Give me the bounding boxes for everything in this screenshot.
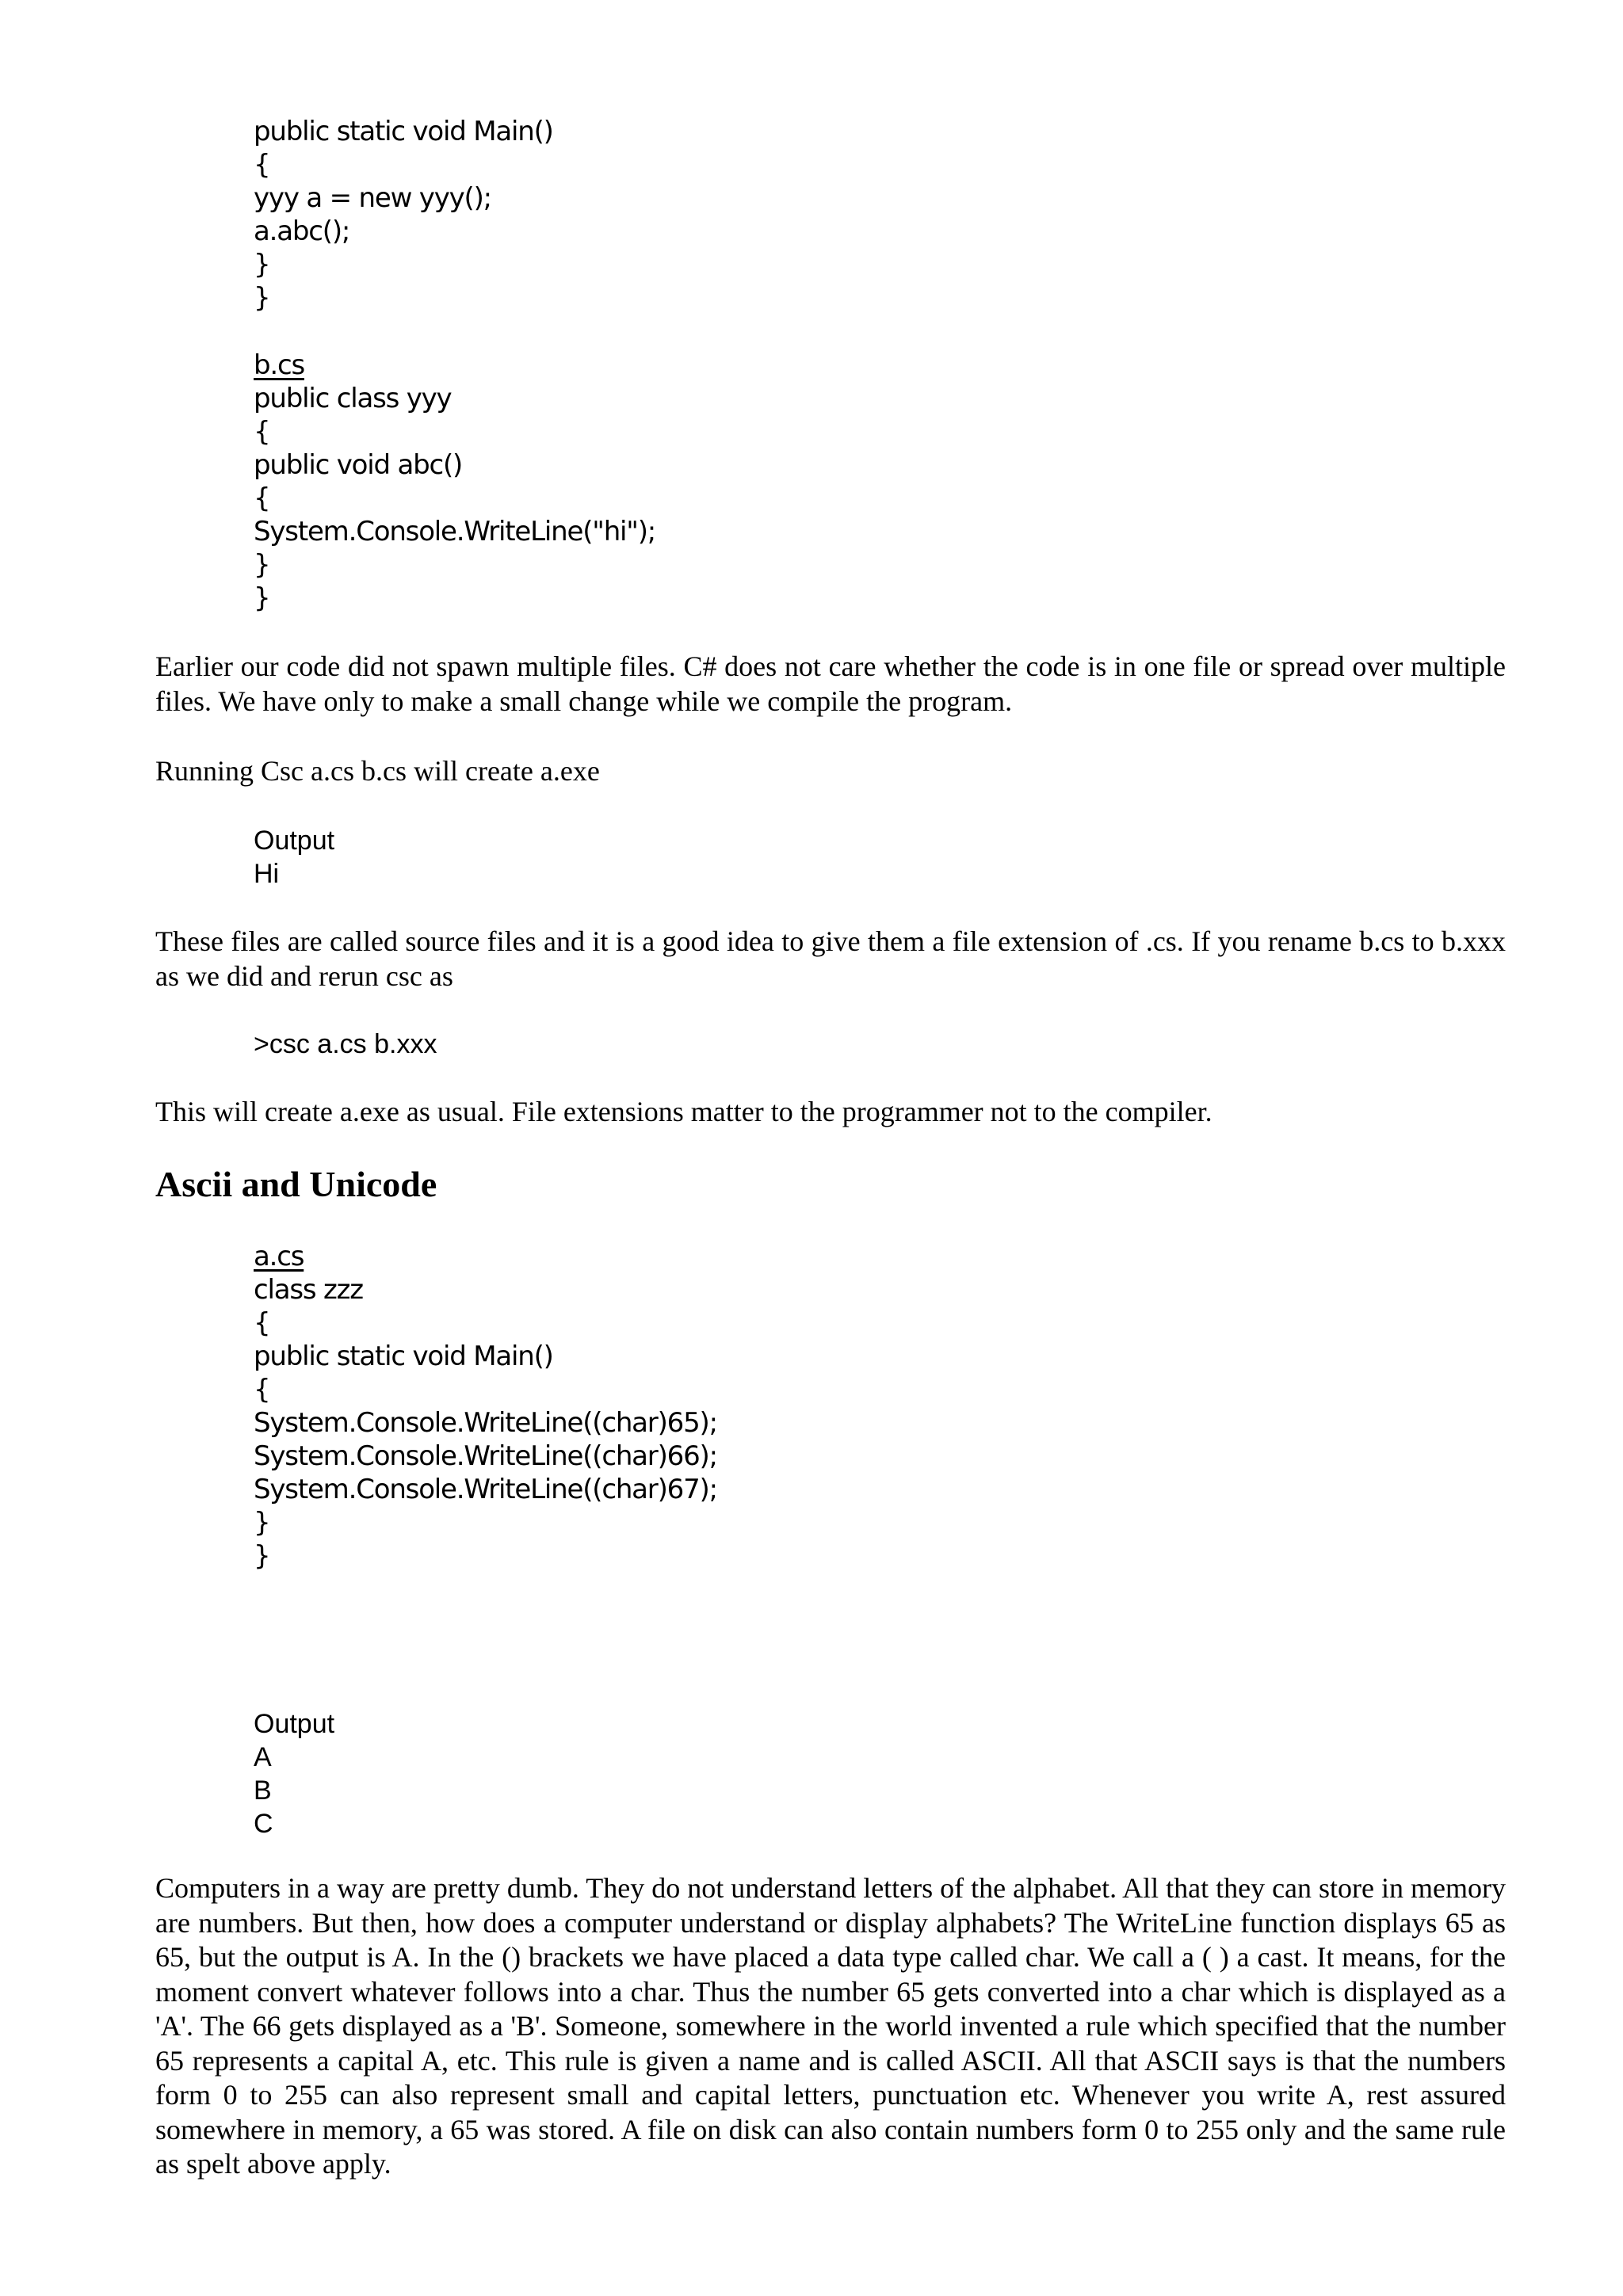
command-block xyxy=(254,1028,437,1061)
paragraph: These files are called source files and it is a good idea to give them a file extension of .cs. If you rename b.cs to b.xxx as we did and rerun csc as xyxy=(155,925,1506,992)
code-line: } xyxy=(254,582,270,614)
section-heading: Ascii and Unicode xyxy=(155,1164,437,1204)
code-filename: a.cs xyxy=(254,1241,304,1272)
output-line: C xyxy=(254,1809,273,1839)
code-line: } xyxy=(254,1540,270,1572)
code-line: class zzz xyxy=(254,1274,363,1306)
code-line: public void abc() xyxy=(254,449,463,481)
code-line: yyy a = new yyy(); xyxy=(254,182,491,214)
output-line: Output xyxy=(254,826,335,856)
output-line: A xyxy=(254,1742,272,1772)
code-filename: b.cs xyxy=(254,349,304,381)
code-line: a.abc(); xyxy=(254,215,350,247)
code-block-bcs xyxy=(254,349,655,615)
code-line: System.Console.WriteLine("hi"); xyxy=(254,516,656,547)
code-line: { xyxy=(254,482,270,514)
code-line: } xyxy=(254,1507,270,1539)
paragraph: Running Csc a.cs b.cs will create a.exe xyxy=(155,755,600,787)
output-block xyxy=(254,824,334,891)
output-line: Output xyxy=(254,1709,335,1739)
code-line: System.Console.WriteLine((char)65); xyxy=(254,1407,717,1439)
code-line: } xyxy=(254,549,270,581)
paragraph: This will create a.exe as usual. File extensions matter to the programmer not to the compiler. xyxy=(155,1096,1212,1127)
code-line: System.Console.WriteLine((char)67); xyxy=(254,1474,717,1505)
code-block-main xyxy=(254,115,553,315)
code-line: public static void Main() xyxy=(254,1341,553,1372)
code-line: { xyxy=(254,416,270,448)
output-line: B xyxy=(254,1775,272,1806)
code-line: { xyxy=(254,1307,270,1339)
code-line: public static void Main() xyxy=(254,116,553,147)
code-line: System.Console.WriteLine((char)66); xyxy=(254,1440,717,1472)
code-line: } xyxy=(254,249,270,280)
output-line: Hi xyxy=(254,859,280,889)
paragraph: Earlier our code did not spawn multiple files. C# does not care whether the code is in one file or spread over multiple files. We have only to make a small change while we compile the program. xyxy=(155,650,1506,717)
command-line: >csc a.cs b.xxx xyxy=(254,1029,437,1059)
code-line: } xyxy=(254,282,270,314)
output-block xyxy=(254,1707,334,1840)
code-line: { xyxy=(254,149,270,181)
code-line: public class yyy xyxy=(254,383,452,414)
code-block-acs xyxy=(254,1240,717,1573)
paragraph: Computers in a way are pretty dumb. They do not understand letters of the alphabet. All that they can store in memory are numbers. But then, how does a computer understand or display alphabets? The WriteLine function displays 65 as 65, but the output is A. In the () brackets we have placed a data type called char. We call a ( ) a cast. It means, for the moment convert whatever follows into a char. Thus the number 65 gets converted into a char which is displayed as a 'A'. The 66 gets displayed as a 'B'. Someone, somewhere in the world invented a rule which specified that the number 65 represents a capital A, etc. This rule is given a name and is called ASCII. All that ASCII says is that the numbers form 0 to 255 can also represent small and capital letters, punctuation etc. Whenever you write A, rest assured somewhere in memory, a 65 was stored. A file on disk can also contain numbers form 0 to 255 only and the same rule as spelt above apply. xyxy=(155,1872,1506,2180)
code-line: { xyxy=(254,1374,270,1405)
